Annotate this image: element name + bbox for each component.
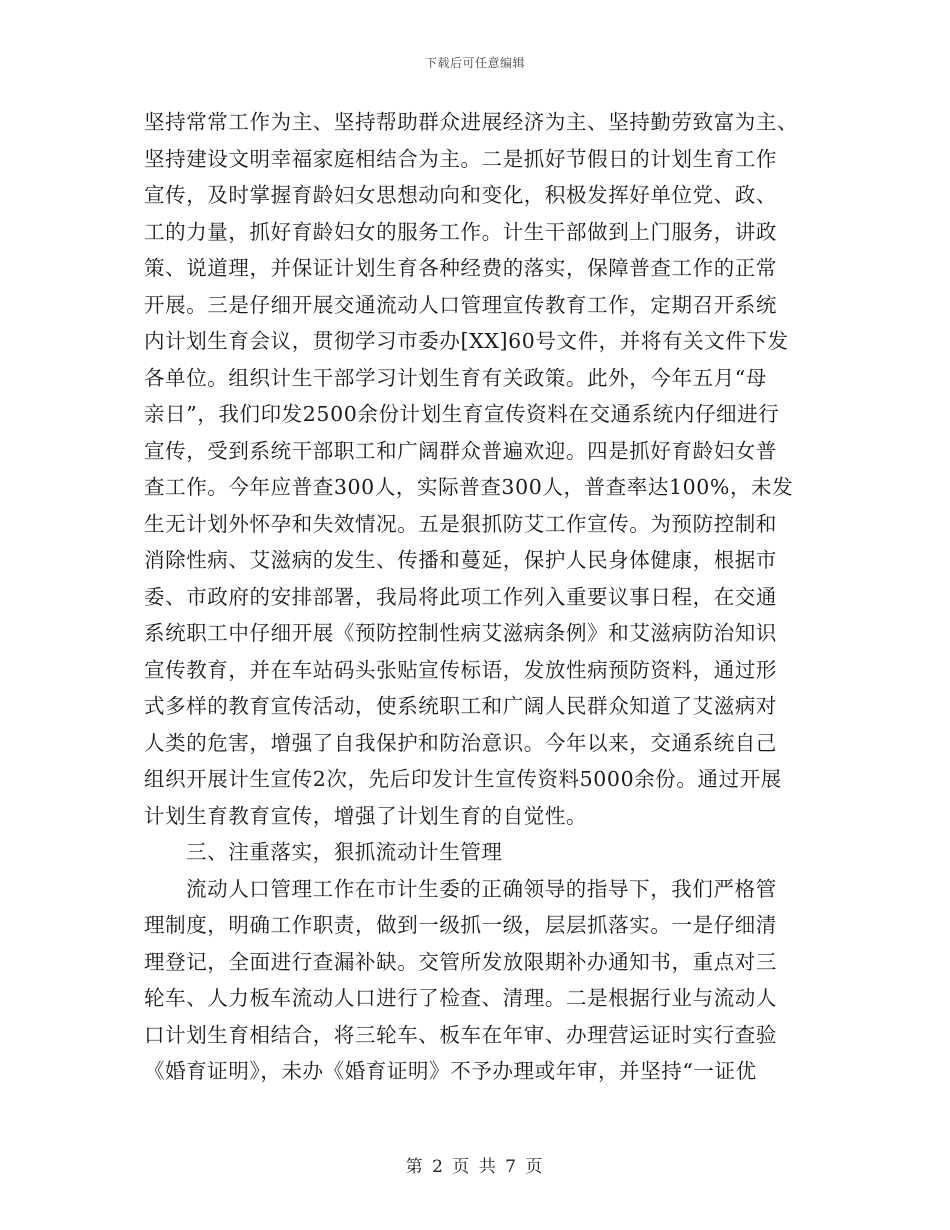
paragraph-line: 查工作。今年应普查300人，实际普查300人，普查率达100%，未发 [144,475,794,499]
paragraph-line: 流动人口管理工作在市计生委的正确领导的指导下，我们严格管 [186,876,777,901]
body-text [144,104,809,1090]
page-number: 第 2 页 共 7 页 [405,1157,545,1177]
paragraph-line: 坚持常常工作为主、坚持帮助群众进展经济为主、坚持勤劳致富为主、 [144,110,799,134]
paragraph-line: 宣传，受到系统干部职工和广阔群众普遍欢迎。四是抓好育龄妇女普 [144,438,777,463]
paragraph-line: 开展。三是仔细开展交通流动人口管理宣传教育工作，定期召开系统 [144,292,777,317]
paragraph-line: 生无计划外怀孕和失效情况。五是狠抓防艾工作宣传。为预防控制和 [144,511,777,536]
paragraph-line: 宣传教育，并在车站码头张贴宣传标语，发放性病预防资料，通过形 [144,657,777,682]
paragraph-line: 理登记，全面进行查漏补缺。交管所发放限期补办通知书，重点对三 [144,949,777,974]
paragraph-line: 组织开展计生宣传2次，先后印发计生宣传资料5000余份。通过开展 [144,767,782,791]
paragraph-line: 宣传，及时掌握育龄妇女思想动向和变化，积极发挥好单位党、政、 [144,183,777,207]
paragraph-line: 式多样的教育宣传活动，使系统职工和广阔人民群众知道了艾滋病对 [144,694,777,718]
paragraph-line: 口计划生育相结合，将三轮车、板车在年审、办理营运证时实行查验 [144,1022,777,1047]
header-note: 下载后可任意编辑 [424,56,525,70]
paragraph-line: 系统职工中仔细开展《预防控制性病艾滋病条例》和艾滋病防治知识 [144,621,777,645]
paragraph-line: 各单位。组织计生干部学习计划生育有关政策。此外，今年五月“母 [144,365,767,390]
paragraph-line: 亲日”，我们印发2500余份计划生育宣传资料在交通系统内仔细进行 [144,402,780,426]
paragraph-line: 策、说道理，并保证计划生育各种经费的落实，保障普查工作的正常 [144,256,777,280]
section-heading: 三、注重落实，狠抓流动计生管理 [186,840,503,864]
paragraph-line: 坚持建设文明幸福家庭相结合为主。二是抓好节假日的计划生育工作 [144,146,777,171]
paragraph-line: 《婚育证明》，未办《婚育证明》不予办理或年审，并坚持“一证优 [144,1059,757,1083]
paragraph-line: 内计划生育会议，贯彻学习市委办[XX]60号文件，并将有关文件下发 [144,329,789,353]
paragraph-line: 计划生育教育宣传，增强了计划生育的自觉性。 [144,803,588,828]
paragraph-line: 理制度，明确工作职责，做到一级抓一级，层层抓落实。一是仔细清 [144,913,777,937]
paragraph-line: 工的力量，抓好育龄妇女的服务工作。计生干部做到上门服务，讲政 [144,219,777,244]
paragraph-line: 轮车、人力板车流动人口进行了检查、清理。二是根据行业与流动人 [144,986,777,1010]
paragraph-line: 委、市政府的安排部署，我局将此项工作列入重要议事日程，在交通 [144,584,777,609]
paragraph-line: 消除性病、艾滋病的发生、传播和蔓延，保护人民身体健康，根据市 [144,548,777,572]
paragraph-line: 人类的危害，增强了自我保护和防治意识。今年以来，交通系统自己 [144,730,777,755]
